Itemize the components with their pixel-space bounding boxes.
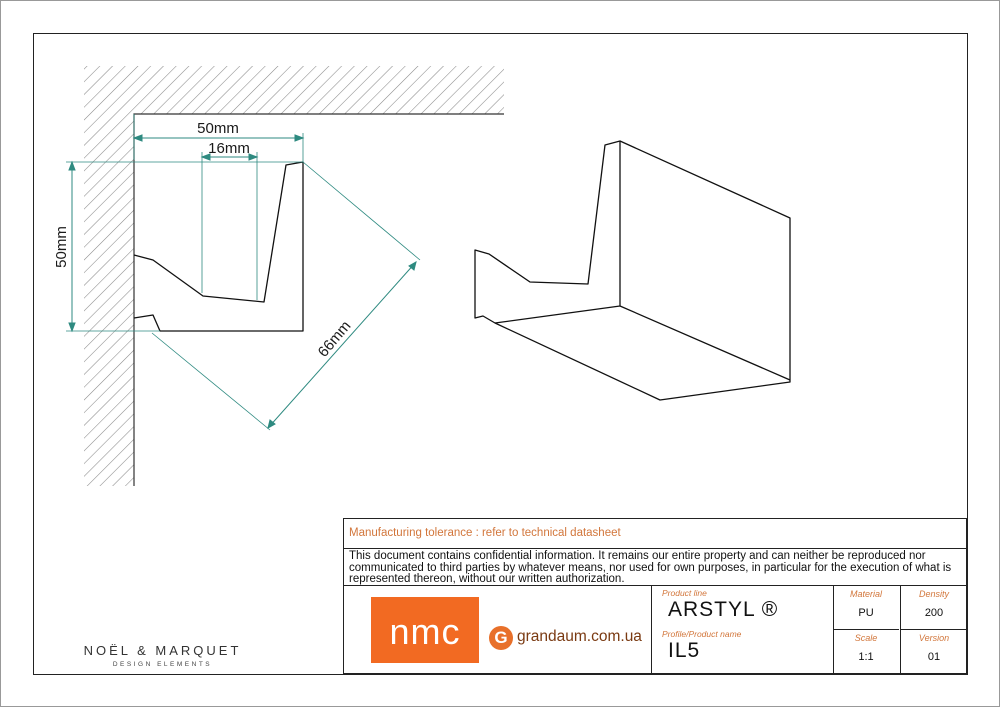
tolerance-note: Manufacturing tolerance : refer to technical datasheet — [349, 527, 621, 539]
scale-value: 1:1 — [858, 651, 874, 663]
partner-website: grandaum.com.ua — [517, 628, 642, 645]
material-value: PU — [858, 607, 874, 619]
brand-name: NOËL & MARQUET — [83, 643, 242, 658]
scale-label: Scale — [854, 633, 878, 643]
brand-tagline: DESIGN ELEMENTS — [112, 661, 213, 668]
brand-logo — [80, 643, 245, 668]
nmc-logo-text: nmc — [389, 611, 461, 652]
product-line-label: Product line — [662, 588, 707, 598]
version-label: Version — [918, 633, 950, 643]
logo-cell — [344, 586, 652, 673]
info-row — [343, 585, 967, 674]
confidentiality-notice: This document contains confidential information. It remains our entire property and can neither be reproduced nor communicated to third parties by whatever means, nor used for own purposes, in particular for the execution of what is represented thereon, without our written authorization. — [349, 550, 952, 585]
density-value: 200 — [924, 607, 944, 619]
dimension-50mm-height: 50mm — [53, 226, 70, 268]
confidentiality-row — [343, 548, 967, 586]
density-label: Density — [918, 589, 949, 599]
material-label: Material — [849, 589, 882, 599]
product-name-label: Profile/Product name — [662, 629, 742, 639]
density-cell — [900, 586, 967, 629]
product-name-value: IL5 — [668, 639, 701, 662]
nmc-logo — [371, 597, 479, 663]
tolerance-row — [343, 518, 967, 549]
version-cell — [900, 629, 967, 673]
dimension-50mm-width: 50mm — [197, 120, 239, 137]
wall-ceiling-hatch — [84, 66, 504, 486]
profile-isometric-view — [475, 141, 790, 400]
product-cell — [651, 586, 834, 673]
dimension-16mm: 16mm — [208, 140, 250, 157]
material-cell — [833, 586, 899, 629]
title-block — [343, 518, 966, 673]
wall-ceiling-edge — [134, 114, 504, 486]
scale-cell — [833, 629, 899, 673]
grandaum-g-icon: G — [489, 626, 513, 650]
dimension-66mm: 66mm — [314, 317, 355, 361]
profile-section — [134, 162, 303, 331]
product-line-value: ARSTYL ® — [668, 598, 779, 621]
version-value: 01 — [927, 651, 941, 663]
